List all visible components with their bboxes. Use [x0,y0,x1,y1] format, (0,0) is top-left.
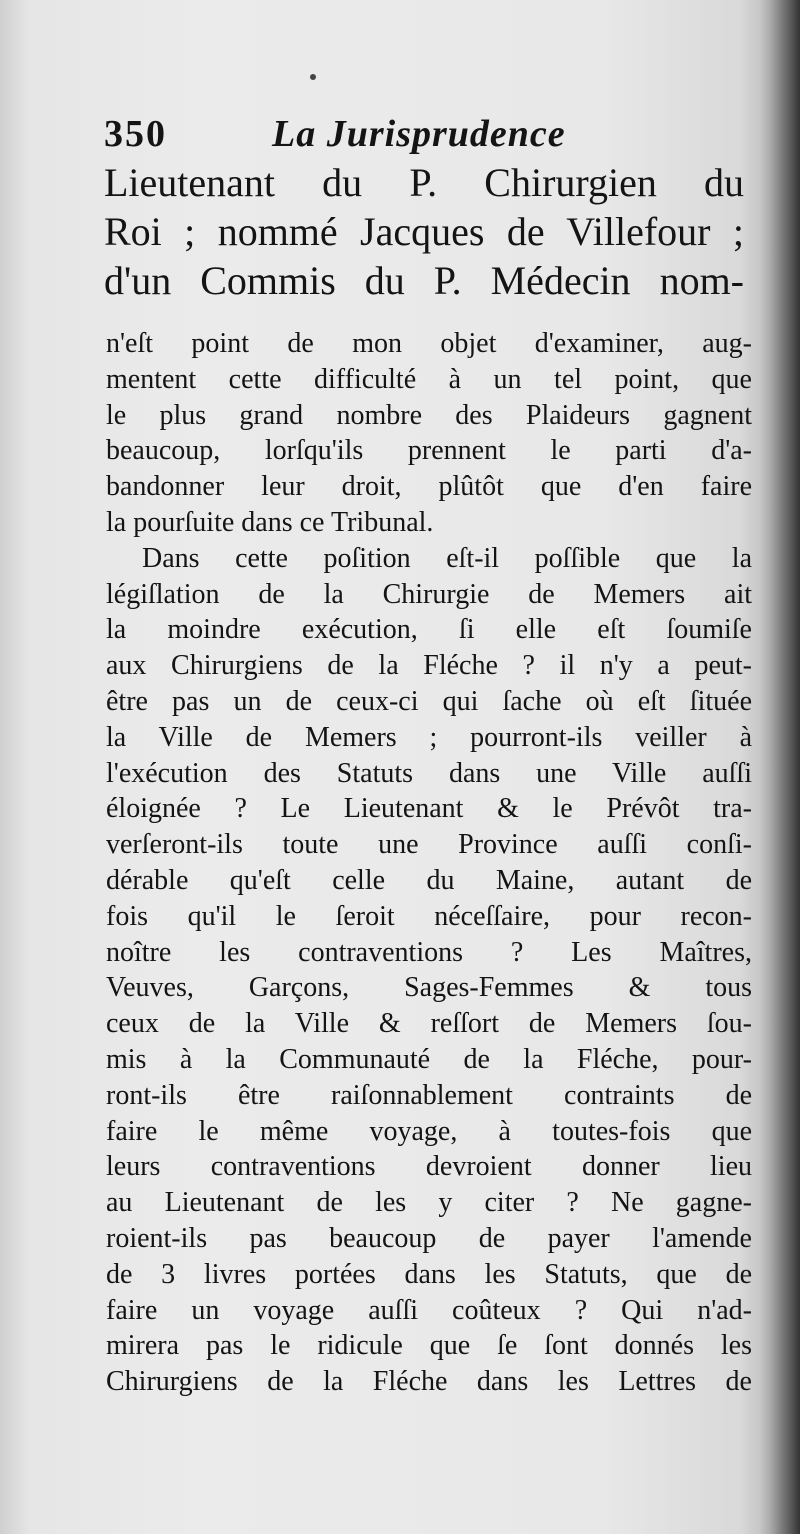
fragment-line: d'un Commis du P. Médecin nom- [104,258,744,303]
text-line: la pourſuite dans ce Tribunal. [106,506,434,538]
text-line: Dans cette poſition eſt-il poſſible que la [142,542,752,574]
fragment-line: Lieutenant du P. Chirurgien du [104,160,744,205]
text-line: mis à la Communauté de la Fléche, pour- [106,1043,752,1075]
text-line: bandonner leur droit, plûtôt que d'en faire [106,471,752,503]
text-line: aux Chirurgiens de la Fléche ? il n'y a peut- [106,650,752,682]
text-line: verſeront-ils toute une Province auſſi conſi- [106,829,752,861]
text-line: roient-ils pas beaucoup de payer l'amende [106,1222,752,1254]
text-line: mentent cette difficulté à un tel point, que [106,363,752,395]
page-number: 350 [104,113,167,155]
page-header [104,112,744,160]
text-line: légiſlation de la Chirurgie de Memers ait [106,578,752,610]
text-line: faire un voyage auſſi coûteux ? Qui n'ad- [106,1294,752,1326]
text-line: Chirurgiens de la Fléche dans les Lettres de [106,1366,752,1398]
text-line: être pas un de ceux-ci qui ſache où eſt ſituée [106,685,752,717]
text-line: beaucoup, lorſqu'ils prennent le parti d'a- [106,435,752,467]
text-line: fois qu'il le ſeroit néceſſaire, pour recon- [106,900,752,932]
text-line: mirera pas le ridicule que ſe ſont donnés les [106,1330,752,1362]
fragment-line: Roi ; nommé Jacques de Villefour ; [104,209,744,254]
text-line: ront-ils être raiſonnablement contraints de [106,1079,752,1111]
text-line: noître les contraventions ? Les Maîtres, [106,936,752,968]
pasted-text-fragment [104,158,744,305]
text-line: au Lieutenant de les y citer ? Ne gagne- [106,1187,752,1219]
text-line: la Ville de Memers ; pourront-ils veiller à [106,721,752,753]
running-title: La Jurisprudence [272,113,566,155]
page-edge-shadow [760,0,800,1534]
text-line: faire le même voyage, à toutes-fois que [106,1115,752,1147]
text-line: leurs contraventions devroient donner lieu [106,1151,752,1183]
text-line: le plus grand nombre des Plaideurs gagnent [106,399,752,431]
text-line: de 3 livres portées dans les Statuts, que de [106,1258,752,1290]
ink-speck [310,74,316,80]
text-line: l'exécution des Statuts dans une Ville auſſi [106,757,752,789]
text-line: n'eſt point de mon objet d'examiner, aug- [106,328,752,359]
body-text [106,326,752,1400]
text-line: éloignée ? Le Lieutenant & le Prévôt tra- [106,793,752,825]
text-line: dérable qu'eſt celle du Maine, autant de [106,864,752,896]
text-line: Veuves, Garçons, Sages-Femmes & tous [106,972,752,1004]
text-line: ceux de la Ville & reſſort de Memers ſou- [106,1008,752,1040]
text-line: la moindre exécution, ſi elle eſt ſoumiſe [106,614,752,646]
